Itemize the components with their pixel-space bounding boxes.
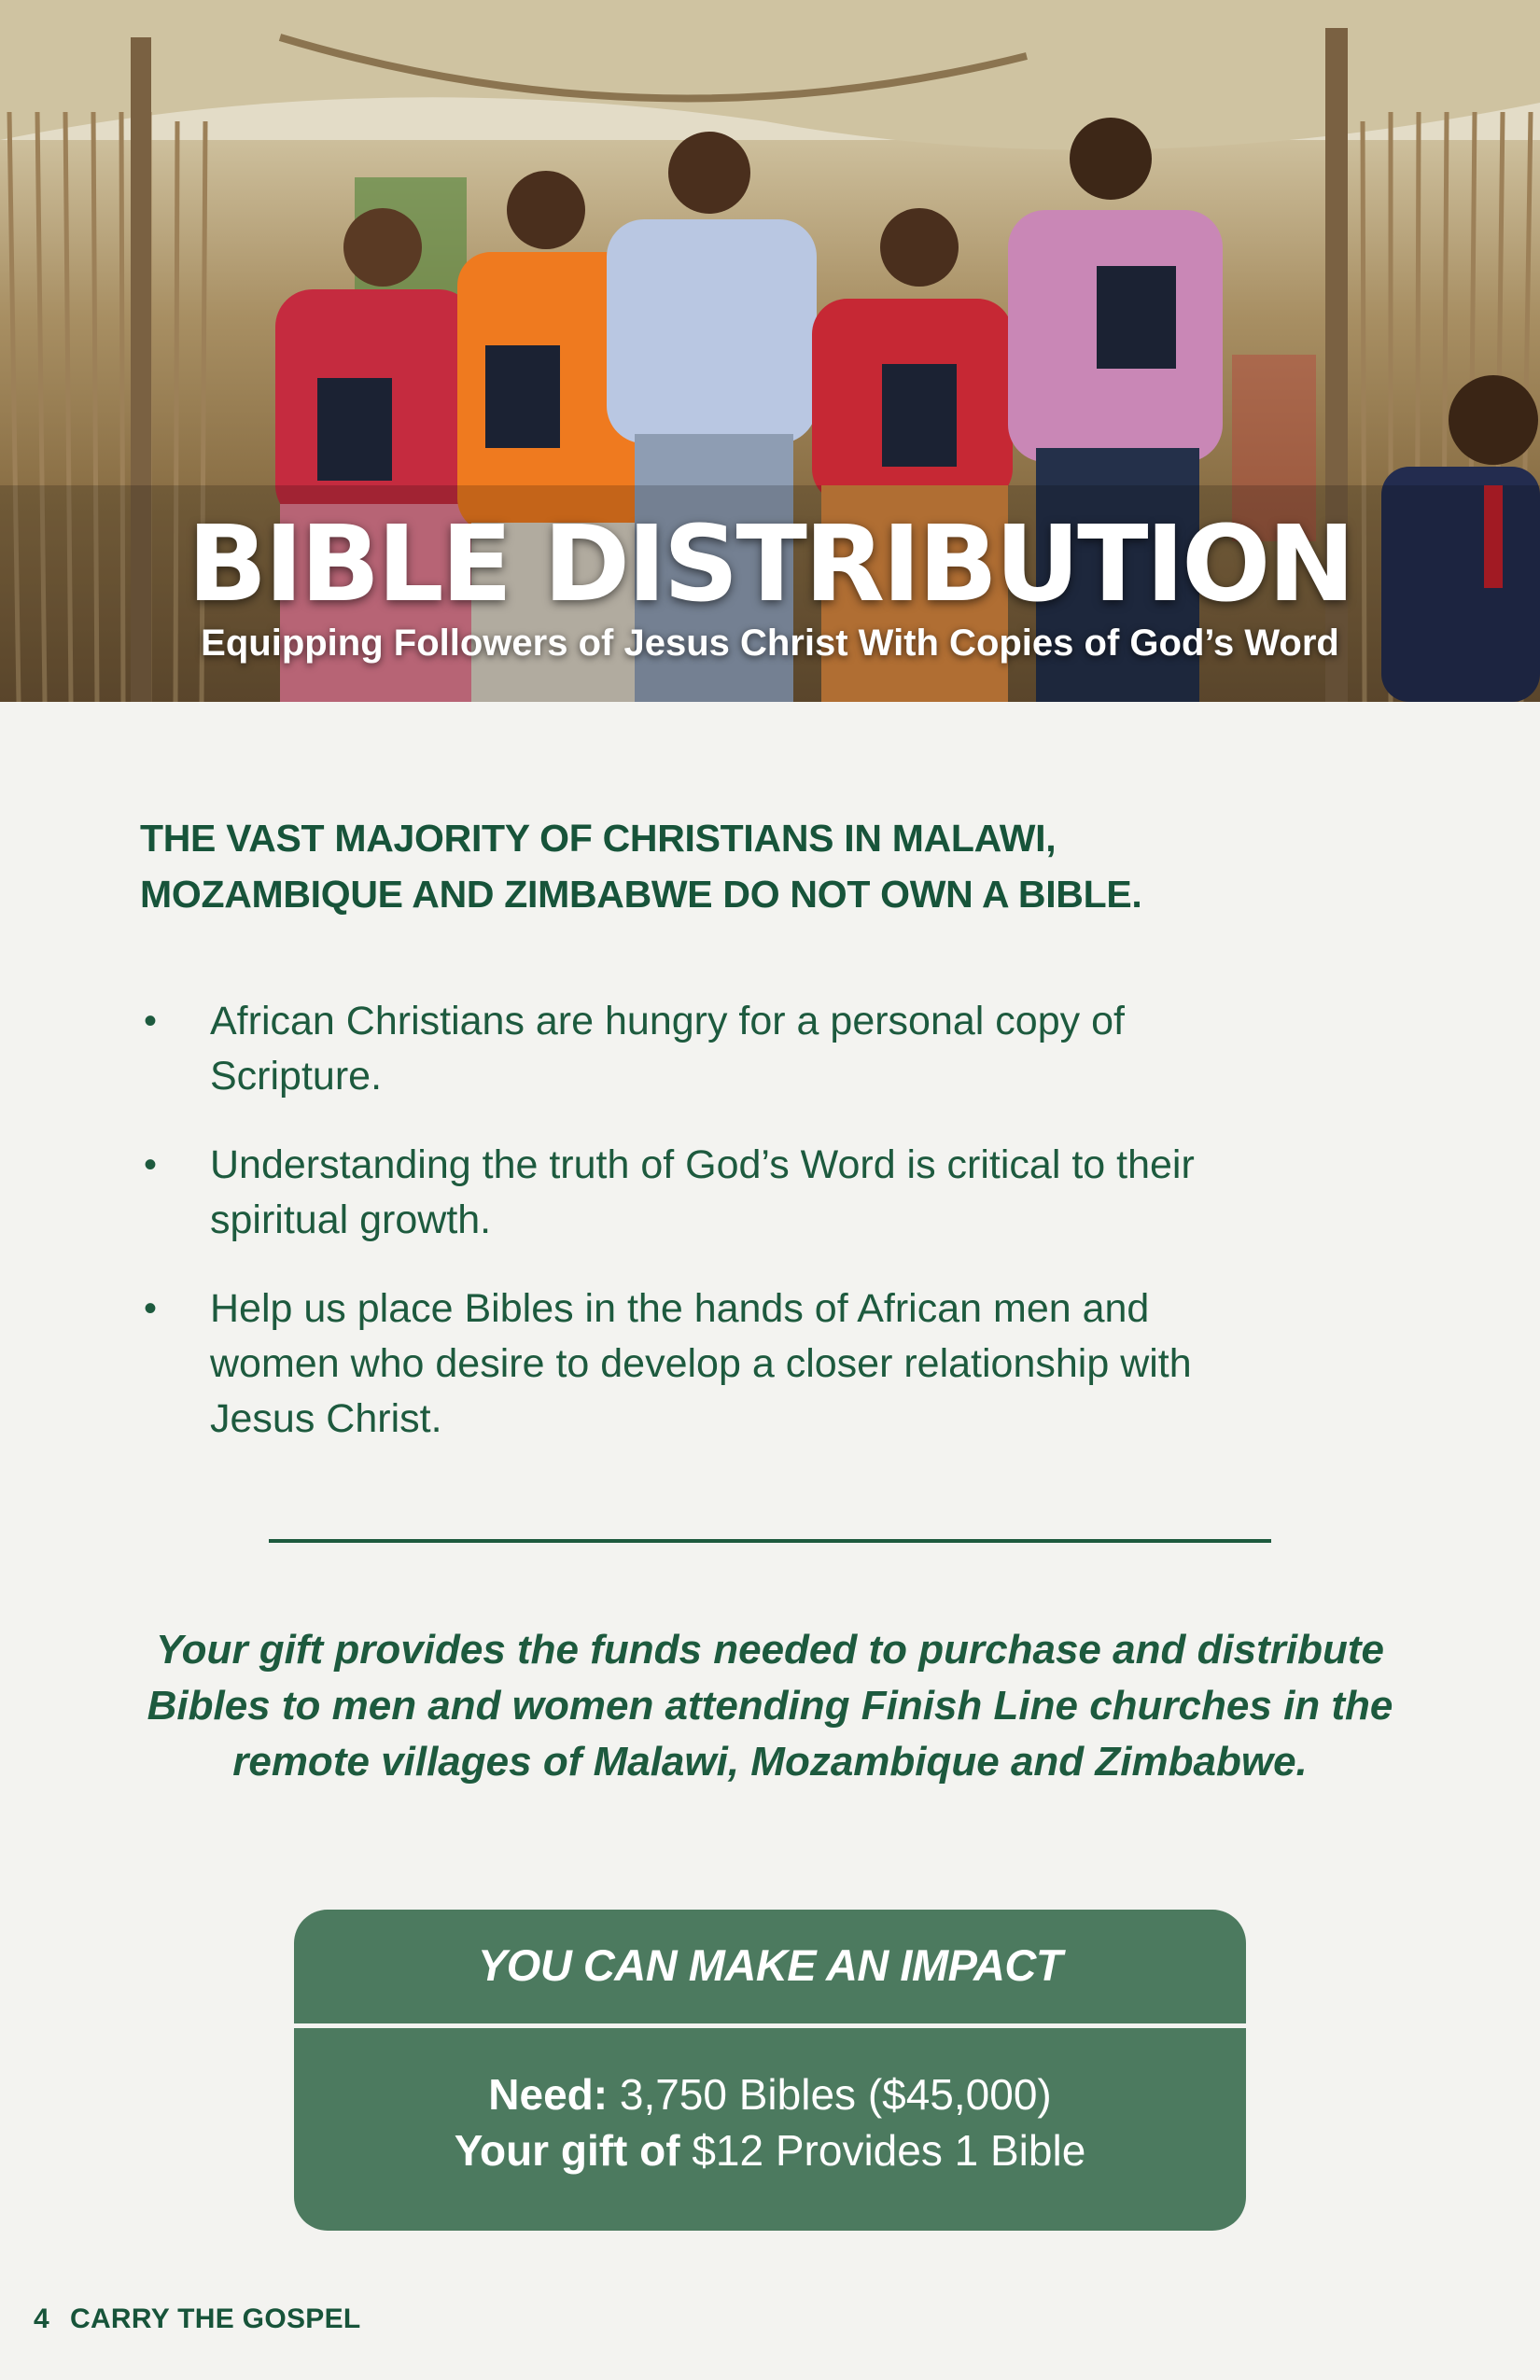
list-item-line: African Christians are hungry for a personal copy of [210,999,1125,1043]
impact-title: YOU CAN MAKE AN IMPACT [477,1940,1063,1990]
need-label: Need: [488,2070,609,2119]
gift-label: Your gift of [454,2126,680,2175]
page-title: BIBLE DISTRIBUTION [187,504,1353,625]
list-item [140,1281,1353,1447]
list-item-line: Jesus Christ. [210,1396,442,1441]
hero-photo [0,0,1540,702]
list-item-line: Help us place Bibles in the hands of African men and [210,1286,1150,1331]
gift-statement [131,1622,1409,1790]
publication-name: CARRY THE GOSPEL [70,2303,361,2334]
list-item-line: Scripture. [210,1054,383,1099]
list-item-line: spiritual growth. [210,1197,492,1242]
need-line [294,2066,1246,2122]
bullet-icon: • [144,1288,158,1329]
list-item-line: women who desire to develop a closer relationship with [210,1341,1192,1386]
page-footer [34,2303,361,2335]
gift-value: $12 Provides 1 Bible [692,2126,1086,2175]
impact-box [294,1910,1246,2231]
list-item [140,994,1353,1104]
list-item-text [210,994,1353,1104]
list-item-text [210,1138,1353,1248]
gift-line [294,2122,1246,2178]
list-item-text [210,1281,1353,1447]
list-item-line: Understanding the truth of God’s Word is critical to their [210,1142,1195,1187]
gift-statement-line: Your gift provides the funds needed to purchase and distribute [155,1627,1385,1673]
need-value: 3,750 Bibles ($45,000) [619,2070,1052,2119]
page-number: 4 [34,2303,49,2334]
bullet-icon: • [144,1001,158,1042]
headline-line: MOZAMBIQUE AND ZIMBABWE DO NOT OWN A BIBLE. [140,873,1142,916]
headline-line: THE VAST MAJORITY OF CHRISTIANS IN MALAWI, [140,817,1057,860]
headline [140,810,1353,922]
section-divider [269,1539,1271,1543]
gift-statement-line: remote villages of Malawi, Mozambique and Zimbabwe. [232,1739,1308,1785]
gift-statement-line: Bibles to men and women attending Finish Line churches in the [147,1683,1393,1729]
bullet-list [140,994,1353,1480]
impact-divider [294,2023,1246,2028]
list-item [140,1138,1353,1248]
page-subtitle: Equipping Followers of Jesus Christ With Copies of God’s Word [201,623,1339,664]
bullet-icon: • [144,1144,158,1185]
